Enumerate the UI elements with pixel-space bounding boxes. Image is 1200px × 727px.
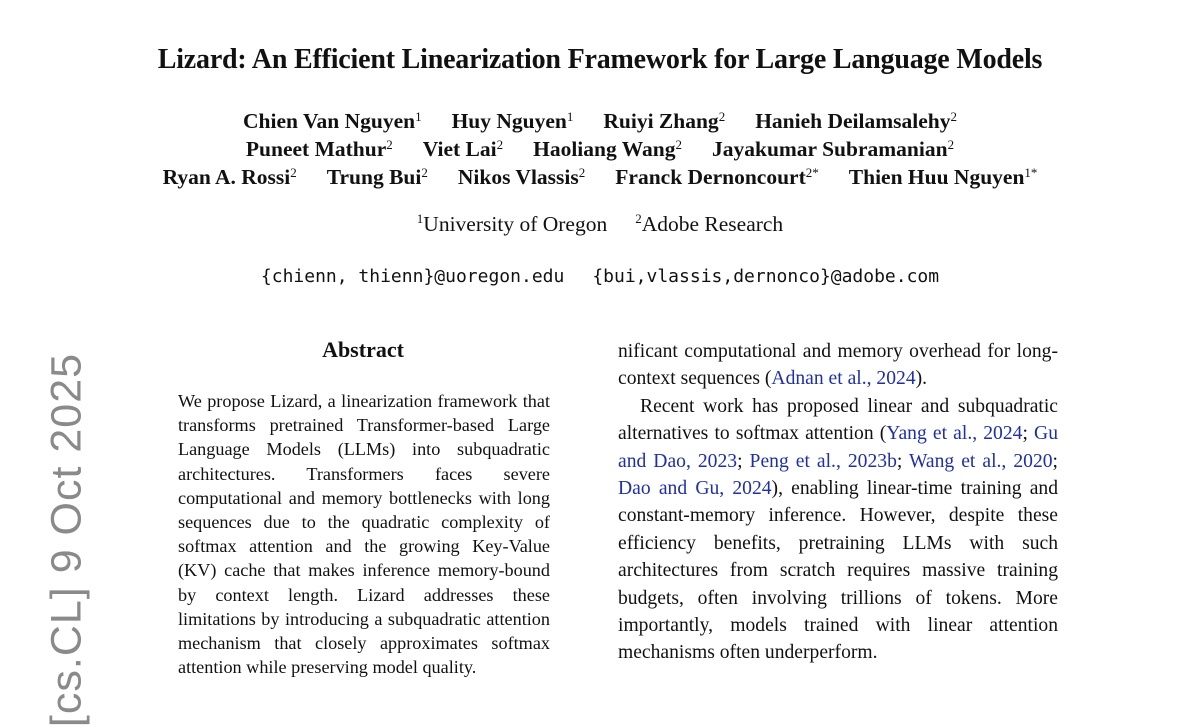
- author-name: Franck Dernoncourt: [615, 165, 806, 189]
- abstract-heading: Abstract: [322, 337, 404, 362]
- citation-link[interactable]: Peng et al., 2023b: [749, 450, 897, 472]
- affiliation-mark: 2: [635, 211, 642, 226]
- affiliation: [635, 212, 783, 236]
- author-affil-mark: 1: [566, 109, 574, 124]
- author-line-1: [0, 107, 1200, 135]
- affiliation: [417, 212, 607, 236]
- author-affil-mark: 2: [421, 165, 428, 180]
- citation-link[interactable]: Adnan et al., 2024: [771, 368, 916, 390]
- intro-column: [618, 338, 1058, 667]
- affiliation-list: [0, 212, 1200, 237]
- author-name: Huy Nguyen: [451, 109, 567, 133]
- author: [243, 109, 422, 133]
- citation-link[interactable]: Wang et al., 2020: [909, 450, 1053, 472]
- author: [423, 137, 503, 161]
- author-affil-mark: 1: [415, 109, 422, 124]
- author: [452, 109, 574, 133]
- author-name: Puneet Mathur: [245, 137, 387, 161]
- author-list: [0, 107, 1200, 191]
- citation-link[interactable]: Dao and Gu, 2024: [618, 478, 772, 500]
- paragraph-text: ;: [1022, 423, 1035, 445]
- author: [246, 137, 393, 161]
- affiliation-name: University of Oregon: [423, 212, 608, 236]
- citation-link[interactable]: Gu and Dao, 2023: [618, 423, 1058, 472]
- author-affil-mark: 2: [675, 137, 682, 152]
- author: [327, 165, 428, 189]
- author-affil-mark: 2: [947, 137, 955, 152]
- paragraph-text: ).: [915, 368, 928, 390]
- author-line-3: [0, 163, 1200, 191]
- author-affil-mark: 2: [386, 137, 393, 152]
- email-list: [0, 266, 1200, 287]
- author-affil-mark: 2*: [805, 165, 819, 180]
- author-name: Hanieh Deilamsalehy: [755, 109, 951, 133]
- author-name: Trung Bui: [326, 165, 422, 189]
- author-name: Thien Huu Nguyen: [848, 165, 1025, 189]
- author-name: Haoliang Wang: [533, 137, 676, 161]
- arxiv-side-stamp: [cs.CL] 9 Oct 2025: [42, 352, 91, 727]
- citation-link[interactable]: Yang et al., 2024: [886, 423, 1023, 445]
- author-name: Ryan A. Rossi: [162, 165, 291, 189]
- author: [458, 165, 585, 189]
- paragraph-text: ;: [896, 450, 909, 472]
- author: [163, 165, 297, 189]
- affiliation-mark: 1: [416, 211, 424, 226]
- author: [533, 137, 682, 161]
- author-line-2: [0, 135, 1200, 163]
- email-address: {bui,vlassis,dernonco}@adobe.com: [592, 266, 940, 287]
- author: [712, 137, 954, 161]
- author-name: Chien Van Nguyen: [243, 109, 416, 133]
- paragraph-text: nificant computational and memory overhead for long-context sequences (: [618, 341, 1058, 390]
- paragraph-text: ;: [737, 450, 750, 472]
- author-name: Viet Lai: [422, 137, 497, 161]
- author-affil-mark: 2: [718, 109, 726, 124]
- paragraph-text: Recent work has proposed linear and subquadratic alternatives to softmax attention (: [618, 395, 1058, 445]
- author-name: Jayakumar Subramanian: [711, 137, 948, 161]
- paper-title: Lizard: An Efficient Linearization Framework for Large Language Models: [157, 44, 1043, 75]
- author-affil-mark: 2: [290, 165, 297, 180]
- author-affil-mark: 2: [578, 165, 586, 180]
- author: [849, 165, 1038, 189]
- intro-paragraph: [618, 338, 1058, 393]
- author-affil-mark: 2: [950, 109, 957, 124]
- author: [603, 109, 725, 133]
- email-address: {chienn, thienn}@uoregon.edu: [260, 266, 565, 287]
- author-name: Ruiyi Zhang: [603, 109, 719, 133]
- affiliation-name: Adobe Research: [641, 212, 784, 236]
- author: [755, 109, 957, 133]
- paragraph-text: ), enabling linear-time training and constant-memory inference. However, despite these efficiency benefits, pretraining LLMs with such architectures from scratch requires massive training budgets, often involving trillions of tokens. More importantly, models trained with linear attention mechanisms often underperform.: [618, 478, 1058, 664]
- author-name: Nikos Vlassis: [457, 165, 579, 189]
- intro-paragraph: [618, 393, 1058, 667]
- author-affil-mark: 2: [496, 137, 504, 152]
- abstract-text: We propose Lizard, a linearization framework that transforms pretrained Transformer-based Large Language Models (LLMs) into subquadratic architectures. Transformers faces severe computational and memory bottlenecks with long sequences due to the quadratic complexity of softmax attention and the growing Key-Value (KV) cache that makes inference memory-bound by context length. Lizard addresses these limitations by introducing a subquadratic attention mechanism that closely approximates softmax attention while preserving model quality.: [178, 391, 550, 678]
- author: [615, 165, 819, 189]
- author-affil-mark: 1*: [1024, 165, 1038, 180]
- paragraph-text: ;: [1052, 450, 1058, 472]
